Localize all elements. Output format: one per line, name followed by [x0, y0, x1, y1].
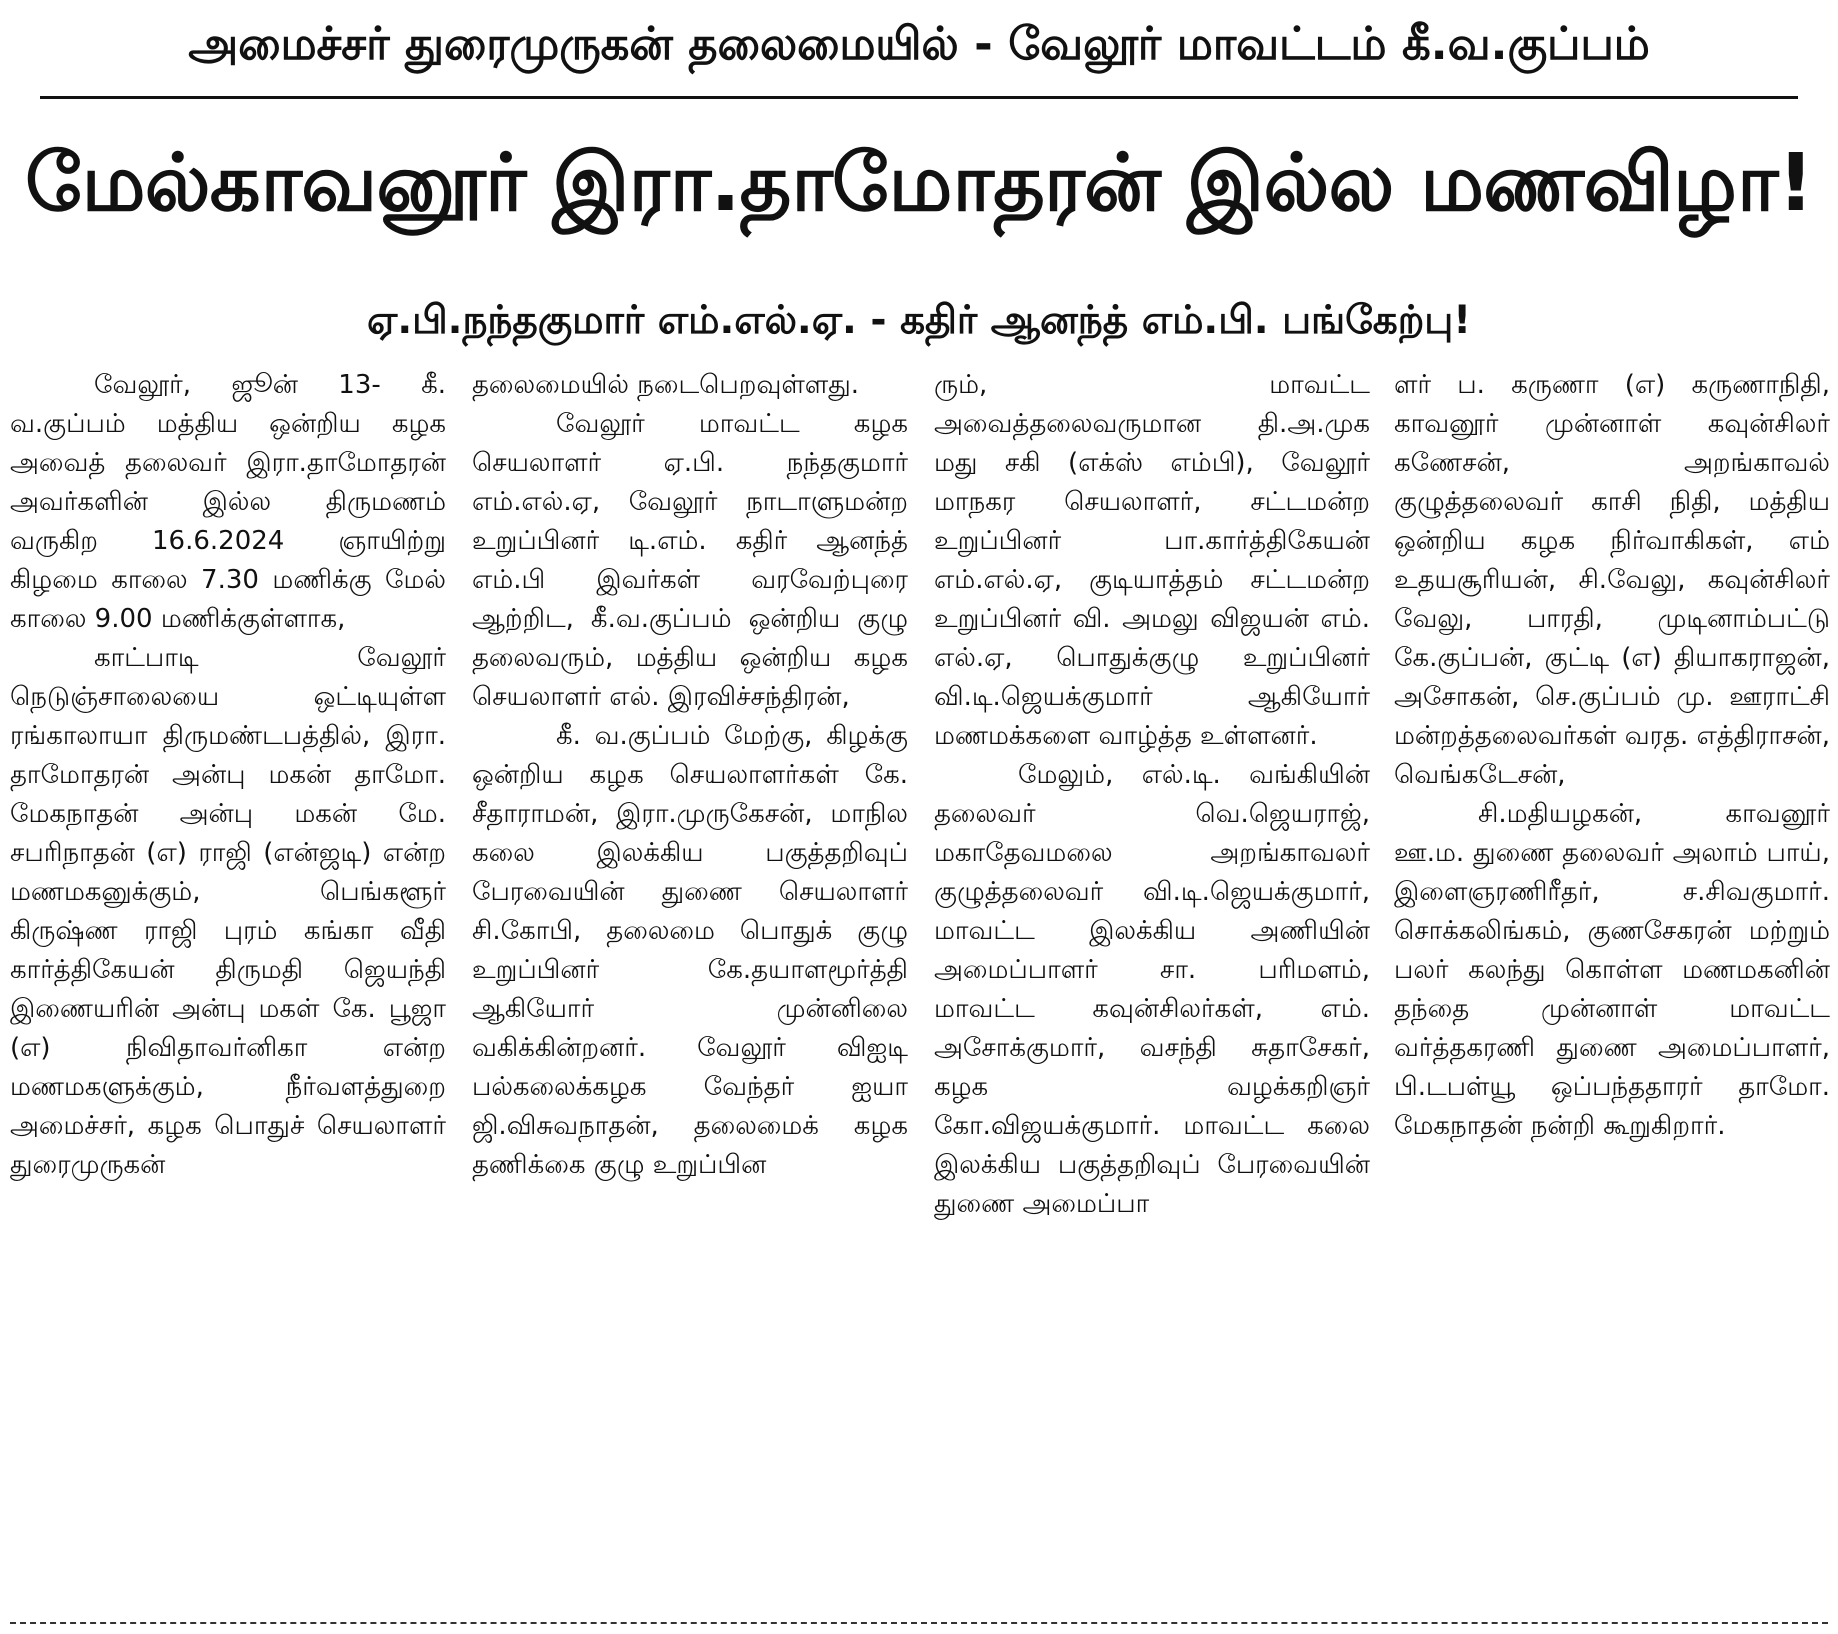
article-paragraph: மேலும், எல்.டி. வங்கியின் தலைவர் வெ.ஜெயராஜ், மகாதேவமலை அறங்காவலர் குழுத்தலைவர் வி.டி.ஜெயக்குமார், மாவட்ட இலக்கிய அணியின் அமைப்பாளர் சா. பரிமளம், மாவட்ட கவுன்சிலர்கள், எம். அசோக்குமார், வசந்தி சுதாசேகர், கழக வழக்கறிஞர் கோ.விஜயக்குமார். மாவட்ட கலை இலக்கிய பகுத்தறிவுப் பேரவையின் துணை அமைப்பா: [934, 760, 1370, 1219]
article-column-1: [10, 366, 446, 1604]
article-paragraph: காட்பாடி வேலூர் நெடுஞ்சாலையை ஒட்டியுள்ள ரங்காலாயா திருமண்டபத்தில், இரா. தாமோதரன் அன்பு மகன் தாமோ. மேகநாதன் அன்பு மகன் மே. சபரிநாதன் (எ) ராஜி (என்ஜடி) என்ற மணமகனுக்கும், பெங்களூர் கிருஷ்ண ராஜி புரம் கங்கா வீதி கார்த்திகேயன் திருமதி ஜெயந்தி இணையரின் அன்பு மகள் கே. பூஜா (எ) நிவிதாவர்னிகா என்ற மணமகளுக்கும், நீர்வளத்துறை அமைச்சர், கழக பொதுச் செயலாளர் துரைமுருகன்: [10, 643, 446, 1180]
article-paragraph: ரும், மாவட்ட அவைத்தலைவருமான தி.அ.முக மது சகி (எக்ஸ் எம்பி), வேலூர் மாநகர செயலாளர், சட்டமன்ற உறுப்பினர் பா.கார்த்திகேயன் எம்.எல்.ஏ, குடியாத்தம் சட்டமன்ற உறுப்பினர் வி. அமலு விஜயன் எம். எல்.ஏ, பொதுக்குழு உறுப்பினர் வி.டி.ஜெயக்குமார் ஆகியோர் மணமக்களை வாழ்த்த உள்ளனர்.: [934, 370, 1370, 751]
kicker-line: அமைச்சர் துரைமுருகன் தலைமையில் - வேலூர் மாவட்டம் கீ.வ.குப்பம்: [188, 17, 1650, 70]
article-paragraph: தலைமையில் நடைபெறவுள்ளது.: [472, 370, 860, 400]
article-column-2: [472, 366, 908, 1604]
kicker-divider: [40, 96, 1798, 99]
bottom-dashed-divider: [10, 1622, 1828, 1624]
article-paragraph: கீ. வ.குப்பம் மேற்கு, கிழக்கு ஒன்றிய கழக செயலாளர்கள் கே. சீதாராமன், இரா.முருகேசன், மாநில கலை இலக்கிய பகுத்தறிவுப் பேரவையின் துணை செயலாளர் சி.கோபி, தலைமை பொதுக் குழு உறுப்பினர் கே.தயாளமூர்த்தி ஆகியோர் முன்னிலை வகிக்கின்றனர். வேலூர் விஐடி பல்கலைக்கழக வேந்தர் ஐயா ஜி.விசுவநாதன், தலைமைக் கழக தணிக்கை குழு உறுப்பின: [472, 721, 908, 1180]
article-paragraph: வேலூர் மாவட்ட கழக செயலாளர் ஏ.பி. நந்தகுமார் எம்.எல்.ஏ, வேலூர் நாடாளுமன்ற உறுப்பினர் டி.எம். கதிர் ஆனந்த் எம்.பி இவர்கள் வரவேற்புரை ஆற்றிட, கீ.வ.குப்பம் ஒன்றிய குழு தலைவரும், மத்திய ஒன்றிய கழக செயலாளர் எல். இரவிச்சந்திரன்,: [472, 409, 908, 712]
article-column-4: [1394, 366, 1830, 1604]
subheadline: ஏ.பி.நந்தகுமார் எம்.எல்.ஏ. - கதிர் ஆனந்த் எம்.பி. பங்கேற்பு!: [367, 298, 1471, 343]
article-column-3: [934, 366, 1370, 1604]
headline: மேல்காவனூர் இரா.தாமோதரன் இல்ல மணவிழா!: [25, 136, 1813, 229]
article-body: [10, 366, 1830, 1604]
article-paragraph: சி.மதியழகன், காவனூர் ஊ.ம. துணை தலைவர் அலாம் பாய், இளைஞரணிரீதர், ச.சிவகுமார். சொக்கலிங்கம், குணசேகரன் மற்றும் பலர் கலந்து கொள்ள மணமகனின் தந்தை முன்னாள் மாவட்ட வர்த்தகரணி துணை அமைப்பாளர், பி.டபள்யூ ஒப்பந்ததாரர் தாமோ. மேகநாதன் நன்றி கூறுகிறார்.: [1394, 799, 1830, 1141]
article-paragraph: ளர் ப. கருணா (எ) கருணாநிதி, காவனூர் முன்னாள் கவுன்சிலர் கணேசன், அறங்காவல் குழுத்தலைவர் காசி நிதி, மத்திய ஒன்றிய கழக நிர்வாகிகள், எம் உதயசூரியன், சி.வேலு, கவுன்சிலர் வேலு, பாரதி, முடினாம்பட்டு கே.குப்பன், குட்டி (எ) தியாகராஜன், அசோகன், செ.குப்பம் மு. ஊராட்சி மன்றத்தலைவர்கள் வரத. எத்திராசன், வெங்கடேசன்,: [1394, 370, 1830, 790]
article-paragraph: வேலூர், ஜூன் 13- கீ. வ.குப்பம் மத்திய ஒன்றிய கழக அவைத் தலைவர் இரா.தாமோதரன் அவர்களின் இல்ல திருமணம் வருகிற 16.6.2024 ஞாயிற்று கிழமை காலை 7.30 மணிக்கு மேல் காலை 9.00 மணிக்குள்ளாக,: [10, 370, 446, 634]
